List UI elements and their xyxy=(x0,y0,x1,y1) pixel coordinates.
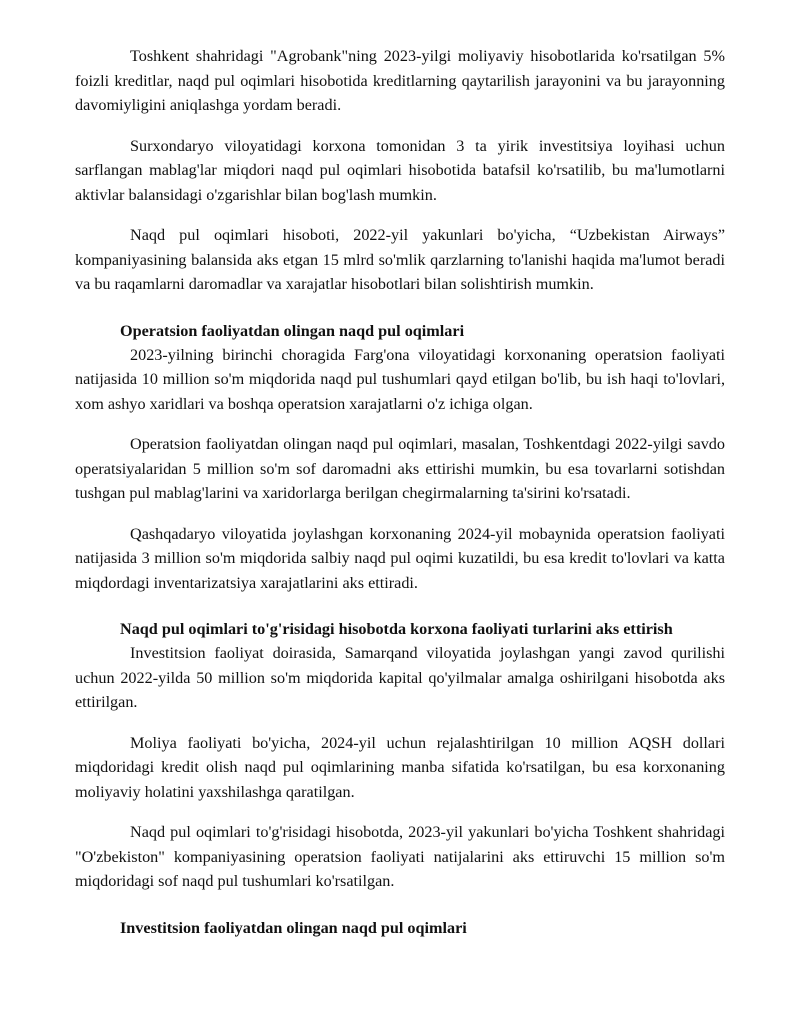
paragraph-samarqand-investment: Investitsion faoliyat doirasida, Samarqand viloyatida joylashgan yangi zavod qurilishi uchun 2022-yilda 50 million so'm miqdorida kapital qo'yilmalar amalga oshirilgani hisobotda aks ettirilgan. xyxy=(75,644,725,711)
paragraph-ozbekiston-company: Naqd pul oqimlari to'g'risidagi hisobotda, 2023-yil yakunlari bo'yicha Toshkent shahridagi "O'zbekiston" kompaniyasining operatsion faoliyati natijalarini aks ettiruvchi 15 million so'm miqdoridagi sof naqd pul tushumlari ko'rsatilgan. xyxy=(75,823,725,890)
section-gap xyxy=(75,910,725,918)
paragraph-qashqadaryo-negative-flow: Qashqadaryo viloyatida joylashgan korxonaning 2024-yil mobaynida operatsion faoliyati natijasida 3 million so'm miqdorida salbiy naqd pul oqimi kuzatildi, bu esa kredit to'lovlari va katta miqdordagi inventarizatsiya xarajatlarini aks ettiradi. xyxy=(75,524,725,592)
paragraph-agrobank-credits: Toshkent shahridagi "Agrobank"ning 2023-yilgi moliyaviy hisobotlarida ko'rsatilgan 5% foizli kreditlar, naqd pul oqimlari hisobotida kreditlarning qaytarilish jarayonini va bu jarayonning davomiyligini aniqlashga yordam beradi. xyxy=(75,47,725,114)
document-page xyxy=(75,44,725,938)
heading-investment-cash-flows: Investitsion faoliyatdan olingan naqd pul oqimlari xyxy=(120,918,467,937)
paragraph-surxondaryo-investments: Surxondaryo viloyatidagi korxona tomonidan 3 ta yirik investitsiya loyihasi uchun sarflangan mablag'lar miqdori naqd pul oqimlari hisobotida batafsil ko'rsatilib, bu ma'lumotlarni aktivlar balansidagi o'zgarishlar bilan bog'lash mumkin. xyxy=(75,136,725,204)
paragraph-tashkent-trade: Operatsion faoliyatdan olingan naqd pul oqimlari, masalan, Toshkentdagi 2022-yilgi savdo operatsiyalaridan 5 million so'm sof daromadni aks ettirishi mumkin, bu esa tovarlarni sotishdan tushgan pul mablag'larini va xaridorlarga berilgan chegirmalarning ta'sirini ko'rsatadi. xyxy=(75,435,725,502)
paragraph-uzbekistan-airways: Naqd pul oqimlari hisoboti, 2022-yil yakunlari bo'yicha, “Uzbekistan Airways” kompaniyasining balansida aks etgan 15 mlrd so'mlik qarzlarning to'lanishi haqida ma'lumot beradi va bu raqamlarni daromadlar va xarajatlar hisobotlari bilan solishtirish mumkin. xyxy=(75,226,725,293)
section-gap xyxy=(75,611,725,619)
paragraph-financing-activity: Moliya faoliyati bo'yicha, 2024-yil uchun rejalashtirilgan 10 million AQSH dollari miqdoridagi kredit olish naqd pul oqimlarining manba sifatida ko'rsatilgan, bu esa korxonaning moliyaviy holatini yaxshilashga qaratilgan. xyxy=(75,733,725,801)
heading-activity-types: Naqd pul oqimlari to'g'risidagi hisobotda korxona faoliyati turlarini aks ettirish xyxy=(120,620,673,638)
heading-operational-cash-flows: Operatsion faoliyatdan olingan naqd pul oqimlari xyxy=(120,321,465,340)
section-gap xyxy=(75,313,725,321)
paragraph-fargona-operations: 2023-yilning birinchi choragida Farg'ona viloyatidagi korxonaning operatsion faoliyati natijasida 10 million so'm miqdorida naqd pul tushumlari qayd etilgan bo'lib, bu ish haqi to'lovlari, xom ashyo xaridlari va boshqa operatsion xarajatlarni o'z ichiga olgan. xyxy=(75,345,725,413)
